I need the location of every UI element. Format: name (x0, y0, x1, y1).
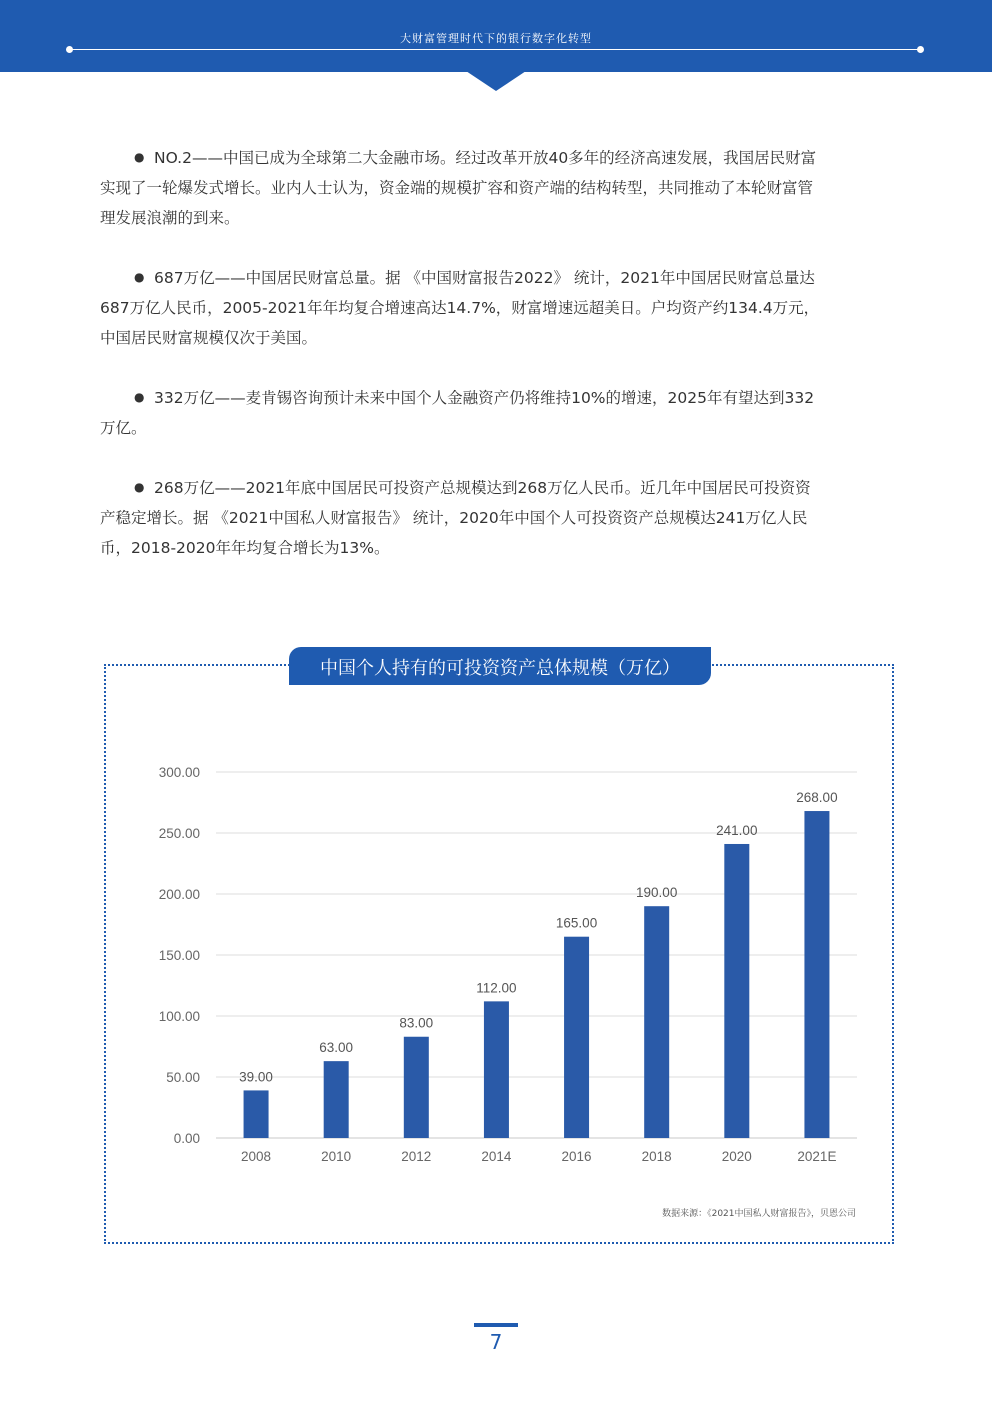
line-text: NO.2——中国已成为全球第二大金融市场。经过改革开放40多年的经济高速发展，我国居民财富 (154, 149, 817, 167)
y-tick-label: 150.00 (158, 948, 200, 963)
line-text: 产稳定增长。据 《2021中国私人财富报告》 统计，2020年中国个人可投资资产总规模达241万亿人民 (100, 509, 808, 527)
data-label: 63.00 (319, 1040, 354, 1056)
bullet-icon: ● (134, 270, 145, 284)
x-tick-label: 2016 (561, 1149, 592, 1164)
line-text: 268万亿——2021年底中国居民可投资产总规模达到268万亿人民币。近几年中国居民可投资资 (154, 479, 811, 497)
y-tick-label: 300.00 (158, 765, 200, 780)
bullet-icon: ● (134, 390, 145, 404)
y-tick-label: 50.00 (166, 1070, 200, 1085)
x-tick-label: 2012 (401, 1149, 432, 1164)
data-label: 268.00 (796, 790, 838, 806)
bullet-icon: ● (134, 150, 145, 164)
data-source: 数据来源：《2021中国私人财富报告》，贝恩公司 (662, 1209, 856, 1219)
x-tick-label: 2020 (721, 1149, 752, 1164)
bar (724, 844, 749, 1138)
x-tick-label: 2018 (641, 1149, 672, 1164)
line-text: 实现了一轮爆发式增长。业内人士认为，资金端的规模扩容和资产端的结构转型，共同推动了本轮财富管 (100, 179, 814, 197)
data-label: 39.00 (239, 1069, 273, 1085)
y-tick-label: 100.00 (158, 1009, 200, 1024)
bar (244, 1090, 269, 1138)
chart-title: 中国个人持有的可投资资产总体规模（万亿） (320, 658, 680, 679)
bar (484, 1001, 509, 1138)
data-label: 112.00 (476, 980, 517, 996)
data-label: 190.00 (636, 885, 678, 901)
line-text: 理发展浪潮的到来。 (100, 209, 240, 227)
data-label: 165.00 (555, 915, 598, 931)
bar (564, 937, 589, 1138)
x-tick-label: 2014 (481, 1149, 512, 1164)
header-title: 大财富管理时代下的银行数字化转型 (400, 32, 592, 45)
bar (644, 906, 669, 1138)
line-text: 万亿。 (100, 419, 147, 437)
bar (804, 811, 829, 1138)
line-text: 332万亿——麦肯锡咨询预计未来中国个人金融资产仍将维持10%的增速，2025年有望达到332 (154, 389, 815, 407)
x-tick-label: 2021E (797, 1149, 837, 1164)
bar (404, 1037, 429, 1138)
page-number: 7 (489, 1330, 503, 1354)
line-text: 687万亿——中国居民财富总量。据 《中国财富报告2022》 统计，2021年中国居民财富总量达 (154, 269, 815, 287)
line-text: 687万亿人民币，2005-2021年年均复合增速高达14.7%，财富增速远超美日。户均资产约134.4万元， (100, 299, 820, 317)
data-label: 83.00 (399, 1015, 434, 1031)
bar (324, 1061, 349, 1138)
y-tick-label: 0.00 (173, 1131, 200, 1146)
line-text: 币，2018-2020年年均复合增长为13%。 (100, 539, 390, 557)
y-tick-label: 250.00 (158, 826, 200, 841)
bullet-icon: ● (134, 480, 145, 494)
y-tick-label: 200.00 (158, 887, 200, 902)
x-tick-label: 2008 (241, 1149, 272, 1164)
x-tick-label: 2010 (321, 1149, 352, 1164)
page-number-bar (474, 1323, 518, 1327)
data-label: 241.00 (716, 822, 758, 838)
line-text: 中国居民财富规模仅次于美国。 (100, 329, 318, 347)
